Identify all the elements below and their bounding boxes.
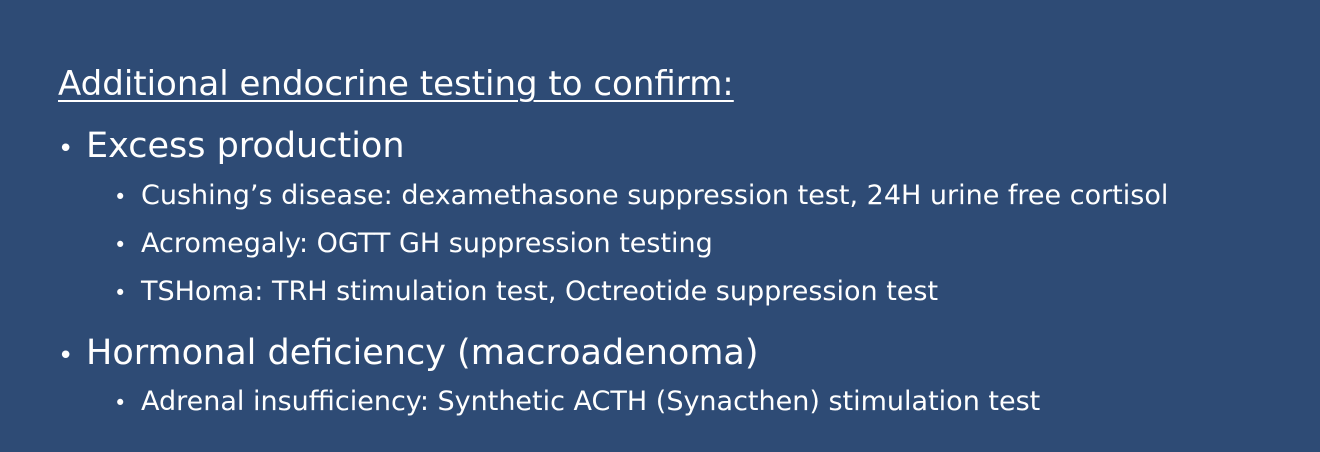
section-excess-production — [58, 122, 405, 173]
slide-heading: Additional endocrine testing to confirm: — [58, 64, 734, 104]
list-item-text: Acromegaly: OGTT GH suppression testing — [141, 228, 713, 259]
bullet-icon: • — [114, 185, 127, 209]
bullet-icon: • — [114, 391, 127, 415]
bullet-icon: • — [58, 134, 74, 164]
list-item-text: TSHoma: TRH stimulation test, Octreotide suppression test — [141, 276, 939, 307]
section-hormonal-deficiency — [58, 329, 759, 380]
bullet-icon: • — [114, 281, 127, 305]
list-item-adrenal-insufficiency — [114, 382, 1040, 423]
section-label: Excess production — [86, 126, 405, 166]
list-item-tshoma — [114, 272, 938, 313]
section-label: Hormonal deficiency (macroadenoma) — [86, 333, 759, 373]
bullet-icon: • — [114, 233, 127, 257]
list-item-text: Adrenal insufficiency: Synthetic ACTH (Synacthen) stimulation test — [141, 386, 1041, 417]
bullet-icon: • — [58, 341, 74, 371]
list-item-acromegaly — [114, 224, 713, 265]
list-item-cushings — [114, 176, 1168, 217]
list-item-text: Cushing’s disease: dexamethasone suppression test, 24H urine free cortisol — [141, 180, 1169, 211]
